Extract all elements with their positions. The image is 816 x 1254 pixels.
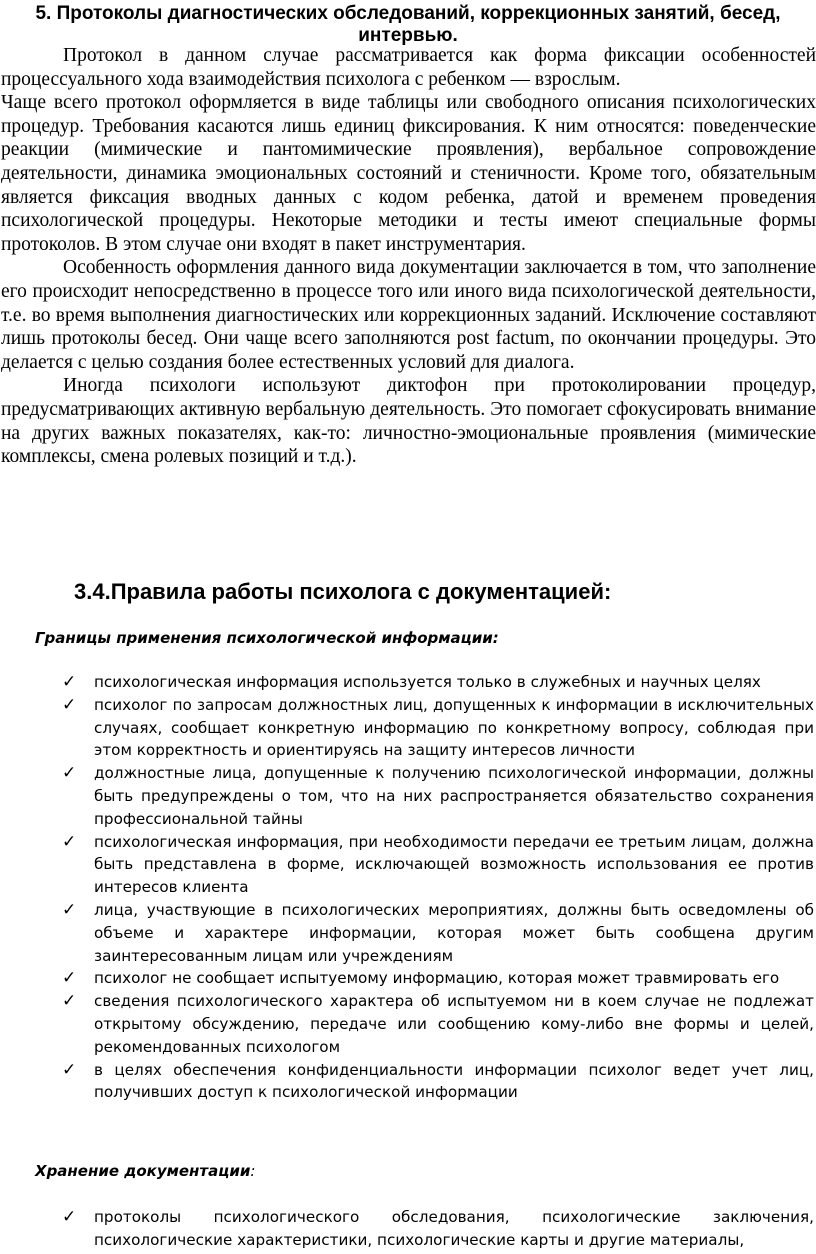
checkmark-icon: ✓ [62, 763, 77, 784]
checkmark-icon: ✓ [62, 694, 77, 715]
list-item-text: в целях обеспечения конфиденциальности информации психолог ведет учет лиц, получивших доступ к психологической информации [94, 1060, 814, 1102]
checkmark-icon: ✓ [62, 968, 77, 989]
paragraph-2: Чаще всего протокол оформляется в виде таблицы или свободного описания психологических процедур. Требования касаются лишь единиц фиксирования. К ним относятся: поведенческие реакции (мимические и пантомимические проявления), вербальное сопровождение деятельности, динамика эмоциональных состояний и стеничности. Кроме того, обязательным является фиксация вводных данных с кодом ребенка, датой и временем проведения психологической процедуры. Некоторые методики и тесты имеют специальные формы протоколов. В этом случае они входят в пакет инструментария. [1, 92, 816, 255]
list-item [0, 990, 816, 1058]
checkmark-icon: ✓ [62, 672, 77, 692]
protocol-text [0, 44, 816, 469]
list-item [0, 967, 816, 990]
section-5-heading: 5. Протоколы диагностических обследований, коррекционных занятий, бесед, интервью. [35, 3, 781, 46]
list-item-text: сведения психологического характера об испытуемом ни в коем случае не подлежат открытому обсуждению, передаче или сообщению кому-либо вне формы и целей, рекомендованных психологом [94, 992, 814, 1056]
list-item-text: лица, участвующие в психологических мероприятиях, должны быть осведомлены об объеме и характере информации, которая может быть сообщена другим заинтересованным лицам или учреждениям [94, 900, 814, 965]
storage-subheading [35, 1161, 255, 1181]
checkmark-icon: ✓ [62, 899, 77, 920]
storage-list [0, 1206, 816, 1252]
paragraph-4: Иногда психологи используют диктофон при протоколировании процедур, предусматривающих активную вербальную деятельность. Это помогает сфокусировать внимание на других важных показателях, как-то: личностно-эмоциональные проявления (мимические комплексы, смена ролевых позиций и т.д.). [1, 375, 816, 468]
storage-subheading-text: Хранение документации [35, 1162, 251, 1180]
boundaries-subheading: Границы применения психологической информации: [35, 629, 499, 647]
list-item [0, 899, 816, 967]
list-item [0, 694, 816, 762]
list-item-text: психологическая информация, при необходимости передачи ее третьим лицам, должна быть представлена в форме, исключающей возможность использования ее против интересов клиента [94, 832, 814, 897]
list-item [0, 1206, 816, 1252]
checkmark-icon: ✓ [62, 831, 77, 852]
list-item-text: психолог по запросам должностных лиц, допущенных к информации в исключительных случаях, сообщает конкретную информацию по конкретному вопросу, соблюдая при этом корректность и ориентируясь на защиту интересов личности [94, 695, 814, 760]
list-item [0, 831, 816, 899]
paragraph-3: Особенность оформления данного вида документации заключается в том, что заполнение его происходит непосредственно в процессе того или иного вида психологической деятельности, т.е. во время выполнения диагностических или коррекционных заданий. Исключение составляют лишь протоколы бесед. Они чаще всего заполняются post factum, по окончании процедуры. Это делается с целью создания более естественных условий для диалога. [1, 257, 816, 373]
list-item [0, 762, 816, 830]
storage-subheading-colon: : [250, 1162, 256, 1180]
section-3-4-heading: 3.4.Правила работы психолога с документацией: [74, 579, 612, 604]
checkmark-icon: ✓ [62, 1059, 77, 1080]
list-item-text: должностные лица, допущенные к получению психологической информации, должны быть предупреждены о том, что на них распространяется обязательство сохранения профессиональной тайны [94, 764, 814, 828]
list-item [0, 1059, 816, 1105]
checkmark-icon: ✓ [62, 1207, 77, 1227]
list-item [0, 671, 816, 694]
list-item-text: психологическая информация используется только в служебных и научных целях [94, 673, 761, 691]
paragraph-1: Протокол в данном случае рассматривается как форма фиксации особенностей процессуального хода взаимодействия психолога с ребенком — взрослым. [1, 45, 816, 90]
list-item-text: психолог не сообщает испытуемому информацию, которая может травмировать его [94, 969, 780, 988]
list-item-text: протоколы психологического обследования, психологические заключения, психологические характеристики, психологические карты и другие материалы, [94, 1208, 814, 1249]
checkmark-icon: ✓ [62, 991, 77, 1012]
boundaries-list [0, 671, 816, 1104]
